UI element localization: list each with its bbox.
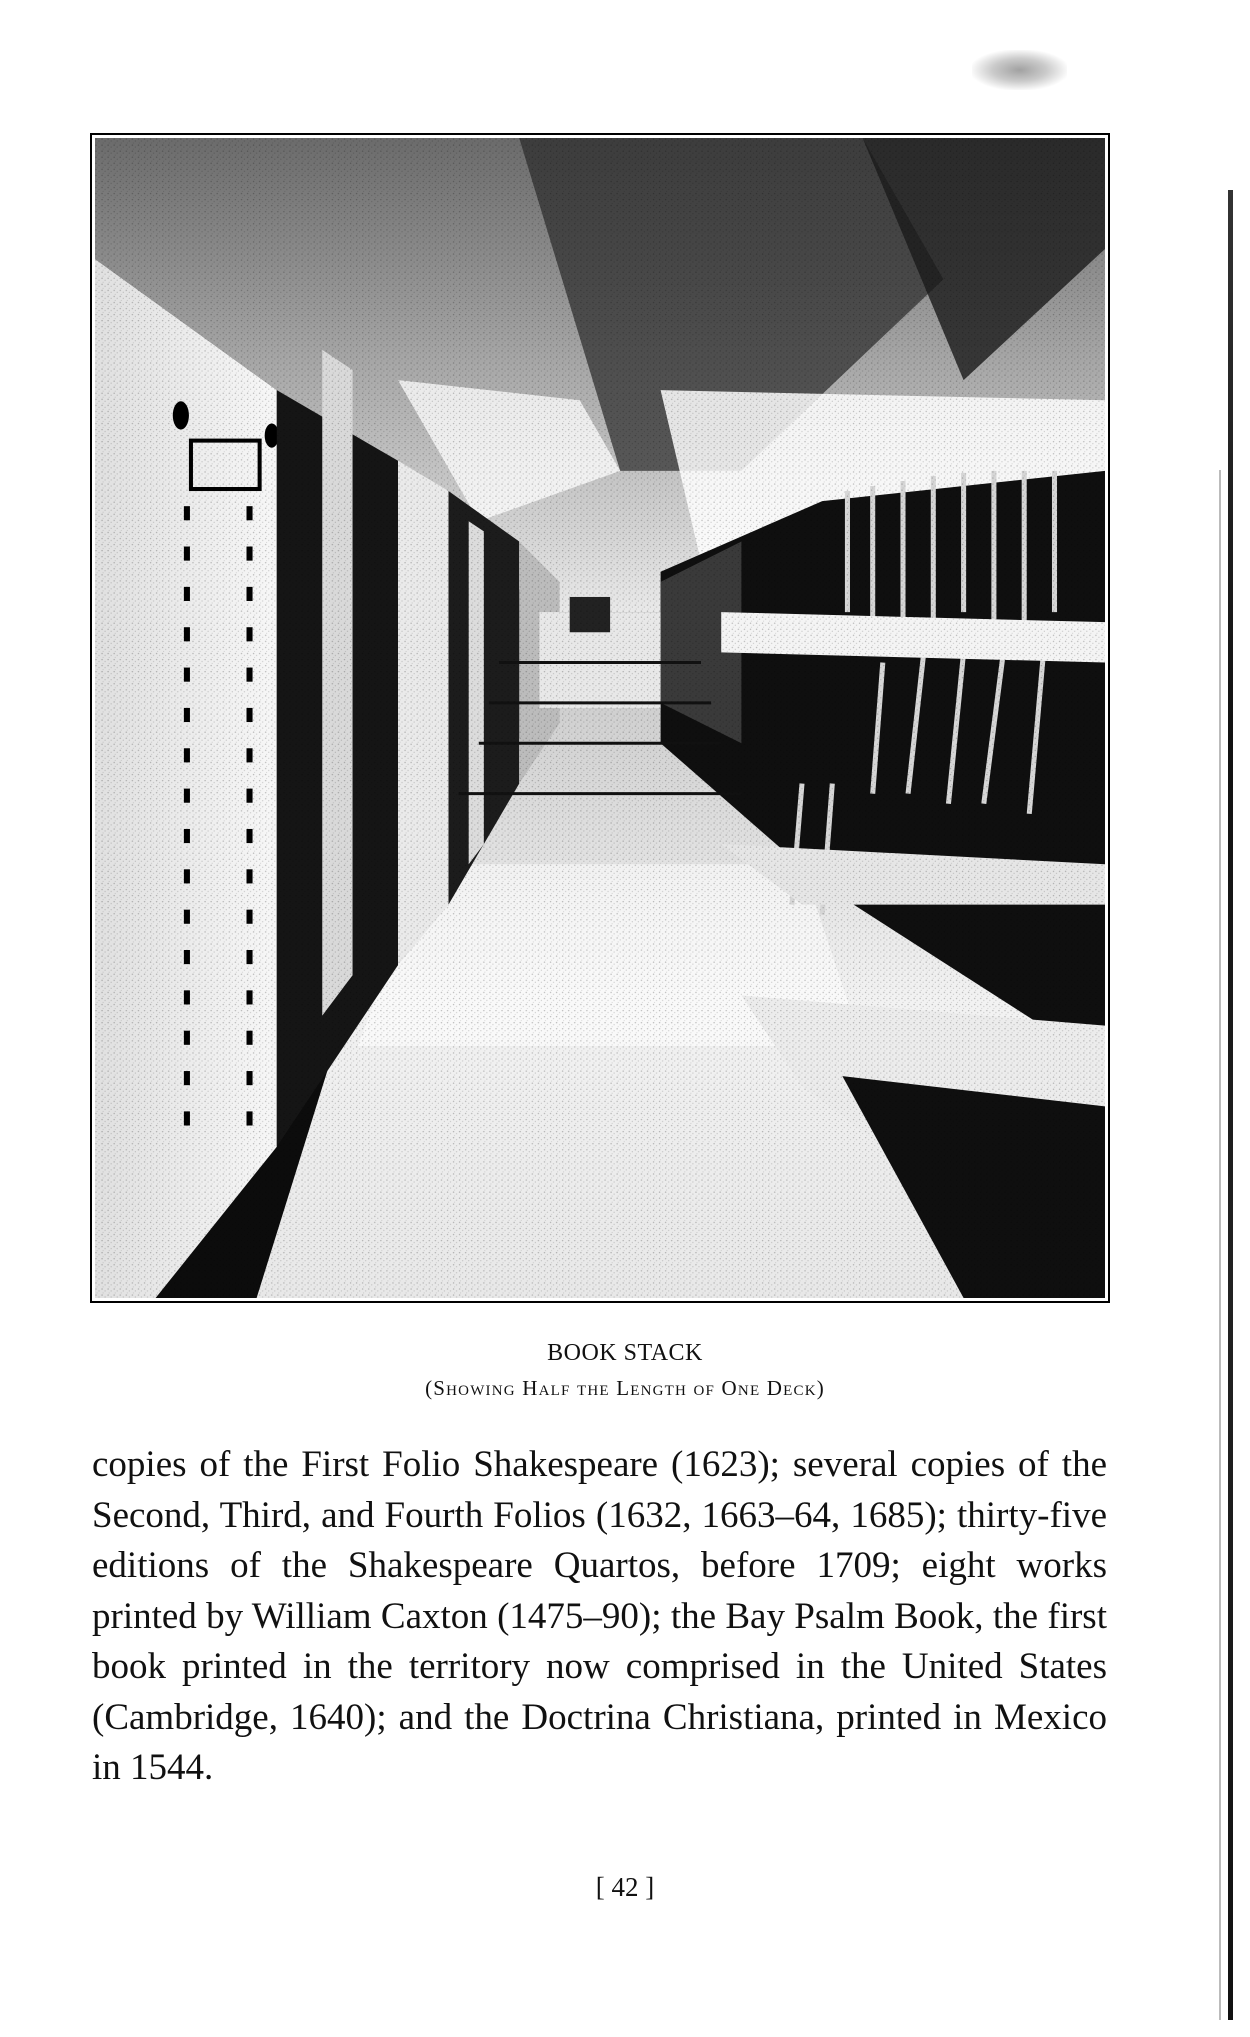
binding-edge-faint <box>1219 470 1221 2020</box>
page-smudge <box>972 50 1067 90</box>
page-number: [ 42 ] <box>595 1872 655 1902</box>
figure-caption-subtitle: (Showing Half the Length of One Deck) <box>425 1376 825 1400</box>
binding-edge <box>1228 190 1233 2020</box>
book-stack-photo-image <box>95 138 1105 1298</box>
figure-caption-title: BOOK STACK <box>547 1340 703 1366</box>
book-stack-photograph <box>90 133 1110 1303</box>
body-paragraph: copies of the First Folio Shakespeare (1623); several copies of the Second, Third, and Fourth Folios (1632, 1663–64, 1685); thirty-five editions of the Shakespeare Quartos, before 1709; eight works printed by William Caxton (1475–90); the Bay Psalm Book, the first book printed in the territory now comprised in the United States (Cambridge, 1640); and the Doctrina Christiana, printed in Mexico in 1544. <box>92 1444 1107 1788</box>
